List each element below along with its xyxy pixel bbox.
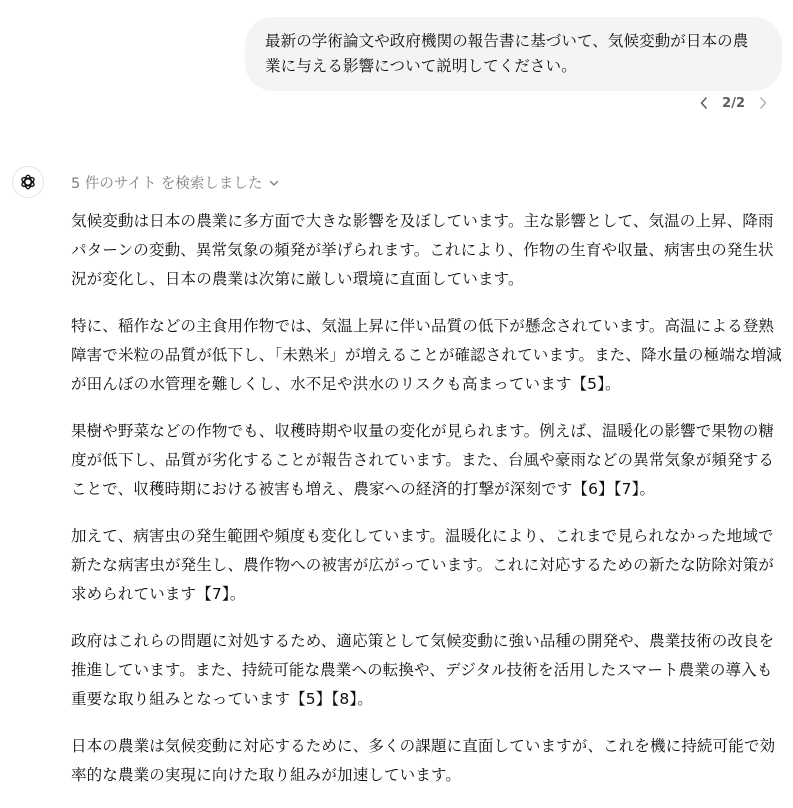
chevron-right-icon — [758, 96, 768, 110]
next-response-button[interactable] — [755, 93, 771, 113]
response-paragraph: 気候変動は日本の農業に多方面で大きな影響を及ぼしています。主な影響として、気温の上昇、降雨パターンの変動、異常気象の頻発が挙げられます。これにより、作物の生育や収量、病害虫の発生状況が変化し、日本の農業は次第に厳しい環境に直面しています。 — [71, 212, 774, 288]
response-paragraph: 政府はこれらの問題に対処するため、適応策として気候変動に強い品種の開発や、農業技術の改良を推進しています。また、持続可能な農業への転換や、デジタル技術を活用したスマート農業の導入も重要な取り組みとなっています【5】【8】。 — [71, 632, 775, 708]
response-paragraph: 加えて、病害虫の発生範囲や頻度も変化しています。温暖化により、これまで見られなかった地域で新たな病害虫が発生し、農作物への被害が広がっています。これに対応するための新たな防除対策が求められています【7】。 — [71, 527, 775, 603]
user-message-text: 最新の学術論文や政府機関の報告書に基づいて、気候変動が日本の農業に与える影響について説明してください。 — [265, 32, 749, 75]
response-paragraph: 特に、稲作などの主食用作物では、気温上昇に伴い品質の低下が懸念されています。高温による登熟障害で米粒の品質が低下し、「未熟米」が増えることが確認されています。また、降水量の極端な増減が田んぼの水管理を難しくし、水不足や洪水のリスクも高まっています【5】。 — [71, 317, 782, 393]
response-pager — [696, 93, 771, 113]
response-paragraph: 果樹や野菜などの作物でも、収穫時期や収量の変化が見られます。例えば、温暖化の影響で果物の糖度が低下し、品質が劣化することが報告されています。また、台風や豪雨などの異常気象が頻発することで、収穫時期における被害も増え、農家への経済的打撃が深刻です【6】【7】。 — [71, 422, 775, 498]
chevron-down-icon — [268, 177, 280, 189]
search-sources-toggle[interactable] — [71, 172, 280, 193]
chevron-left-icon — [699, 96, 709, 110]
openai-logo-icon — [19, 173, 37, 191]
response-page-indicator: 2/2 — [722, 95, 745, 111]
user-message-row — [245, 17, 782, 91]
response-paragraph: 日本の農業は気候変動に対応するために、多くの課題に直面していますが、これを機に持続可能で効率的な農業の実現に向けた取り組みが加速しています。 — [71, 737, 776, 784]
assistant-response — [71, 207, 783, 808]
search-summary-text: 5 件のサイト を検索しました — [71, 176, 263, 192]
user-message-bubble — [245, 17, 782, 91]
assistant-avatar — [12, 166, 44, 198]
previous-response-button[interactable] — [696, 93, 712, 113]
